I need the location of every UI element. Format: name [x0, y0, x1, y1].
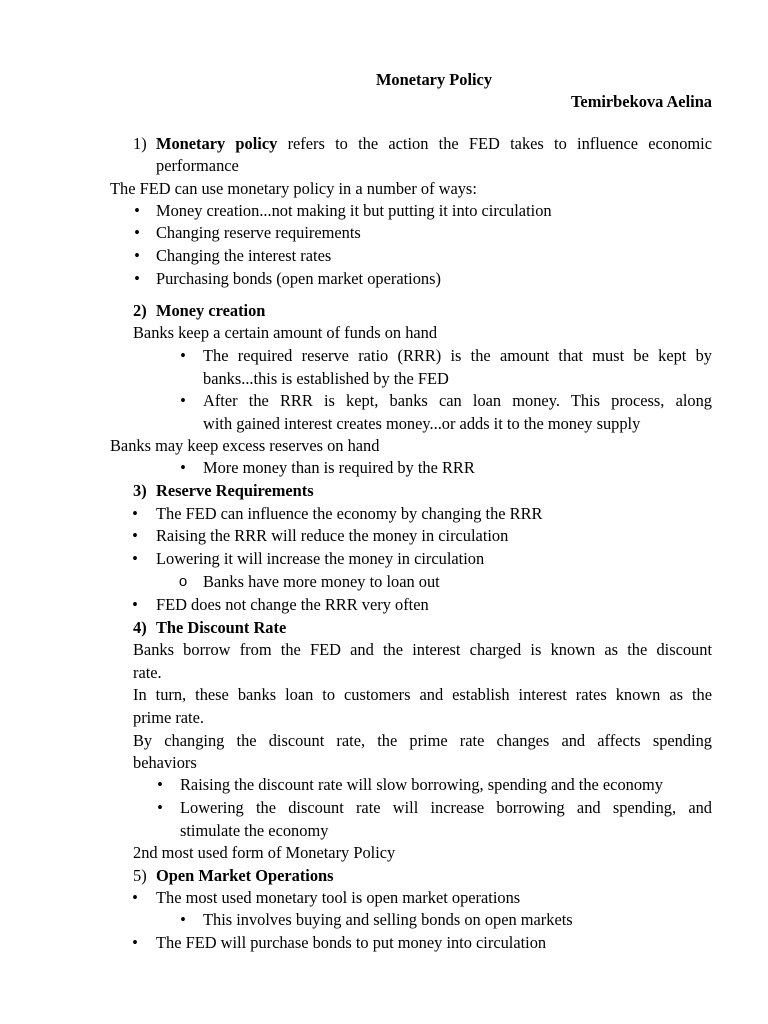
bullet-icon: • — [134, 246, 140, 265]
section-4-p3-line-2: behaviors — [133, 753, 197, 772]
section-1-line-2: performance — [156, 156, 239, 175]
section-5-number: 5) — [133, 866, 147, 885]
page-title: Monetary Policy — [375, 70, 493, 89]
section-1-intro: The FED can use monetary policy in a number of ways: — [110, 179, 477, 198]
section-1-line-1 — [156, 134, 712, 154]
bullet-icon: • — [132, 549, 138, 568]
bullet-icon: • — [132, 526, 138, 545]
section-2-bullet-1-line-2: banks...this is established by the FED — [203, 369, 449, 388]
bullet-icon: • — [132, 933, 138, 952]
list-item: FED does not change the RRR very often — [156, 595, 429, 614]
section-5-bullet-2: The FED will purchase bonds to put money into circulation — [156, 933, 547, 952]
bullet-icon: • — [134, 269, 140, 288]
section-2-bullet-2-line-2: with gained interest creates money...or adds it to the money supply — [203, 414, 641, 433]
section-2-number: 2) — [133, 301, 147, 320]
section-4-p1-line-1: Banks borrow from the FED and the interest charged is known as the discount — [133, 640, 712, 659]
section-3-sub-bullet: Banks have more money to loan out — [203, 572, 440, 591]
section-2-excess-bullet: More money than is required by the RRR — [203, 458, 475, 477]
section-2-heading: Money creation — [156, 301, 266, 320]
section-1-number: 1) — [133, 134, 147, 153]
section-4-bullet-2-line-1: Lowering the discount rate will increase borrowing and spending, and — [180, 798, 712, 817]
section-1-line-1-text: refers to the action the FED takes to influence economic — [287, 134, 712, 153]
list-item: The FED can influence the economy by changing the RRR — [156, 504, 543, 523]
section-4-heading: The Discount Rate — [156, 618, 287, 637]
bullet-icon: • — [132, 504, 138, 523]
section-5-bullet-1: The most used monetary tool is open market operations — [156, 888, 521, 907]
bullet-icon: • — [180, 346, 186, 365]
section-4-bullet-1: Raising the discount rate will slow borrowing, spending and the economy — [180, 775, 663, 794]
section-4-p2-line-2: prime rate. — [133, 708, 204, 727]
bullet-icon: • — [132, 595, 138, 614]
section-1-term: Monetary policy — [156, 134, 278, 153]
section-3-heading: Reserve Requirements — [156, 481, 314, 500]
bullet-icon: • — [180, 458, 186, 477]
section-2-excess: Banks may keep excess reserves on hand — [110, 436, 380, 455]
author-name: Temirbekova Aelina — [571, 92, 712, 111]
section-4-bullet-2-line-2: stimulate the economy — [180, 821, 329, 840]
section-4-number: 4) — [133, 618, 147, 637]
list-item: Money creation...not making it but putting it into circulation — [156, 201, 552, 220]
section-3-number: 3) — [133, 481, 147, 500]
bullet-icon: • — [180, 391, 186, 410]
section-2-paragraph: Banks keep a certain amount of funds on hand — [133, 323, 438, 342]
section-5-sub-bullet: This involves buying and selling bonds on open markets — [203, 910, 573, 929]
section-5-heading: Open Market Operations — [156, 866, 334, 885]
section-2-bullet-1-line-1: The required reserve ratio (RRR) is the amount that must be kept by — [203, 346, 712, 365]
bullet-icon: • — [132, 888, 138, 907]
section-4-note: 2nd most used form of Monetary Policy — [133, 843, 396, 862]
list-item: Changing the interest rates — [156, 246, 332, 265]
section-4-p2-line-1: In turn, these banks loan to customers and establish interest rates known as the — [133, 685, 712, 704]
bullet-icon: • — [180, 910, 186, 929]
bullet-icon: • — [134, 223, 140, 242]
bullet-icon: • — [157, 798, 163, 817]
list-item: Raising the RRR will reduce the money in circulation — [156, 526, 509, 545]
list-item: Purchasing bonds (open market operations) — [156, 269, 441, 288]
section-4-p3-line-1: By changing the discount rate, the prime rate changes and affects spending — [133, 731, 712, 750]
sub-bullet-marker: o — [178, 573, 188, 590]
bullet-icon: • — [134, 201, 140, 220]
section-2-bullet-2-line-1: After the RRR is kept, banks can loan money. This process, along — [203, 391, 712, 410]
list-item: Lowering it will increase the money in circulation — [156, 549, 485, 568]
list-item: Changing reserve requirements — [156, 223, 361, 242]
bullet-icon: • — [157, 775, 163, 794]
section-4-p1-line-2: rate. — [133, 663, 162, 682]
